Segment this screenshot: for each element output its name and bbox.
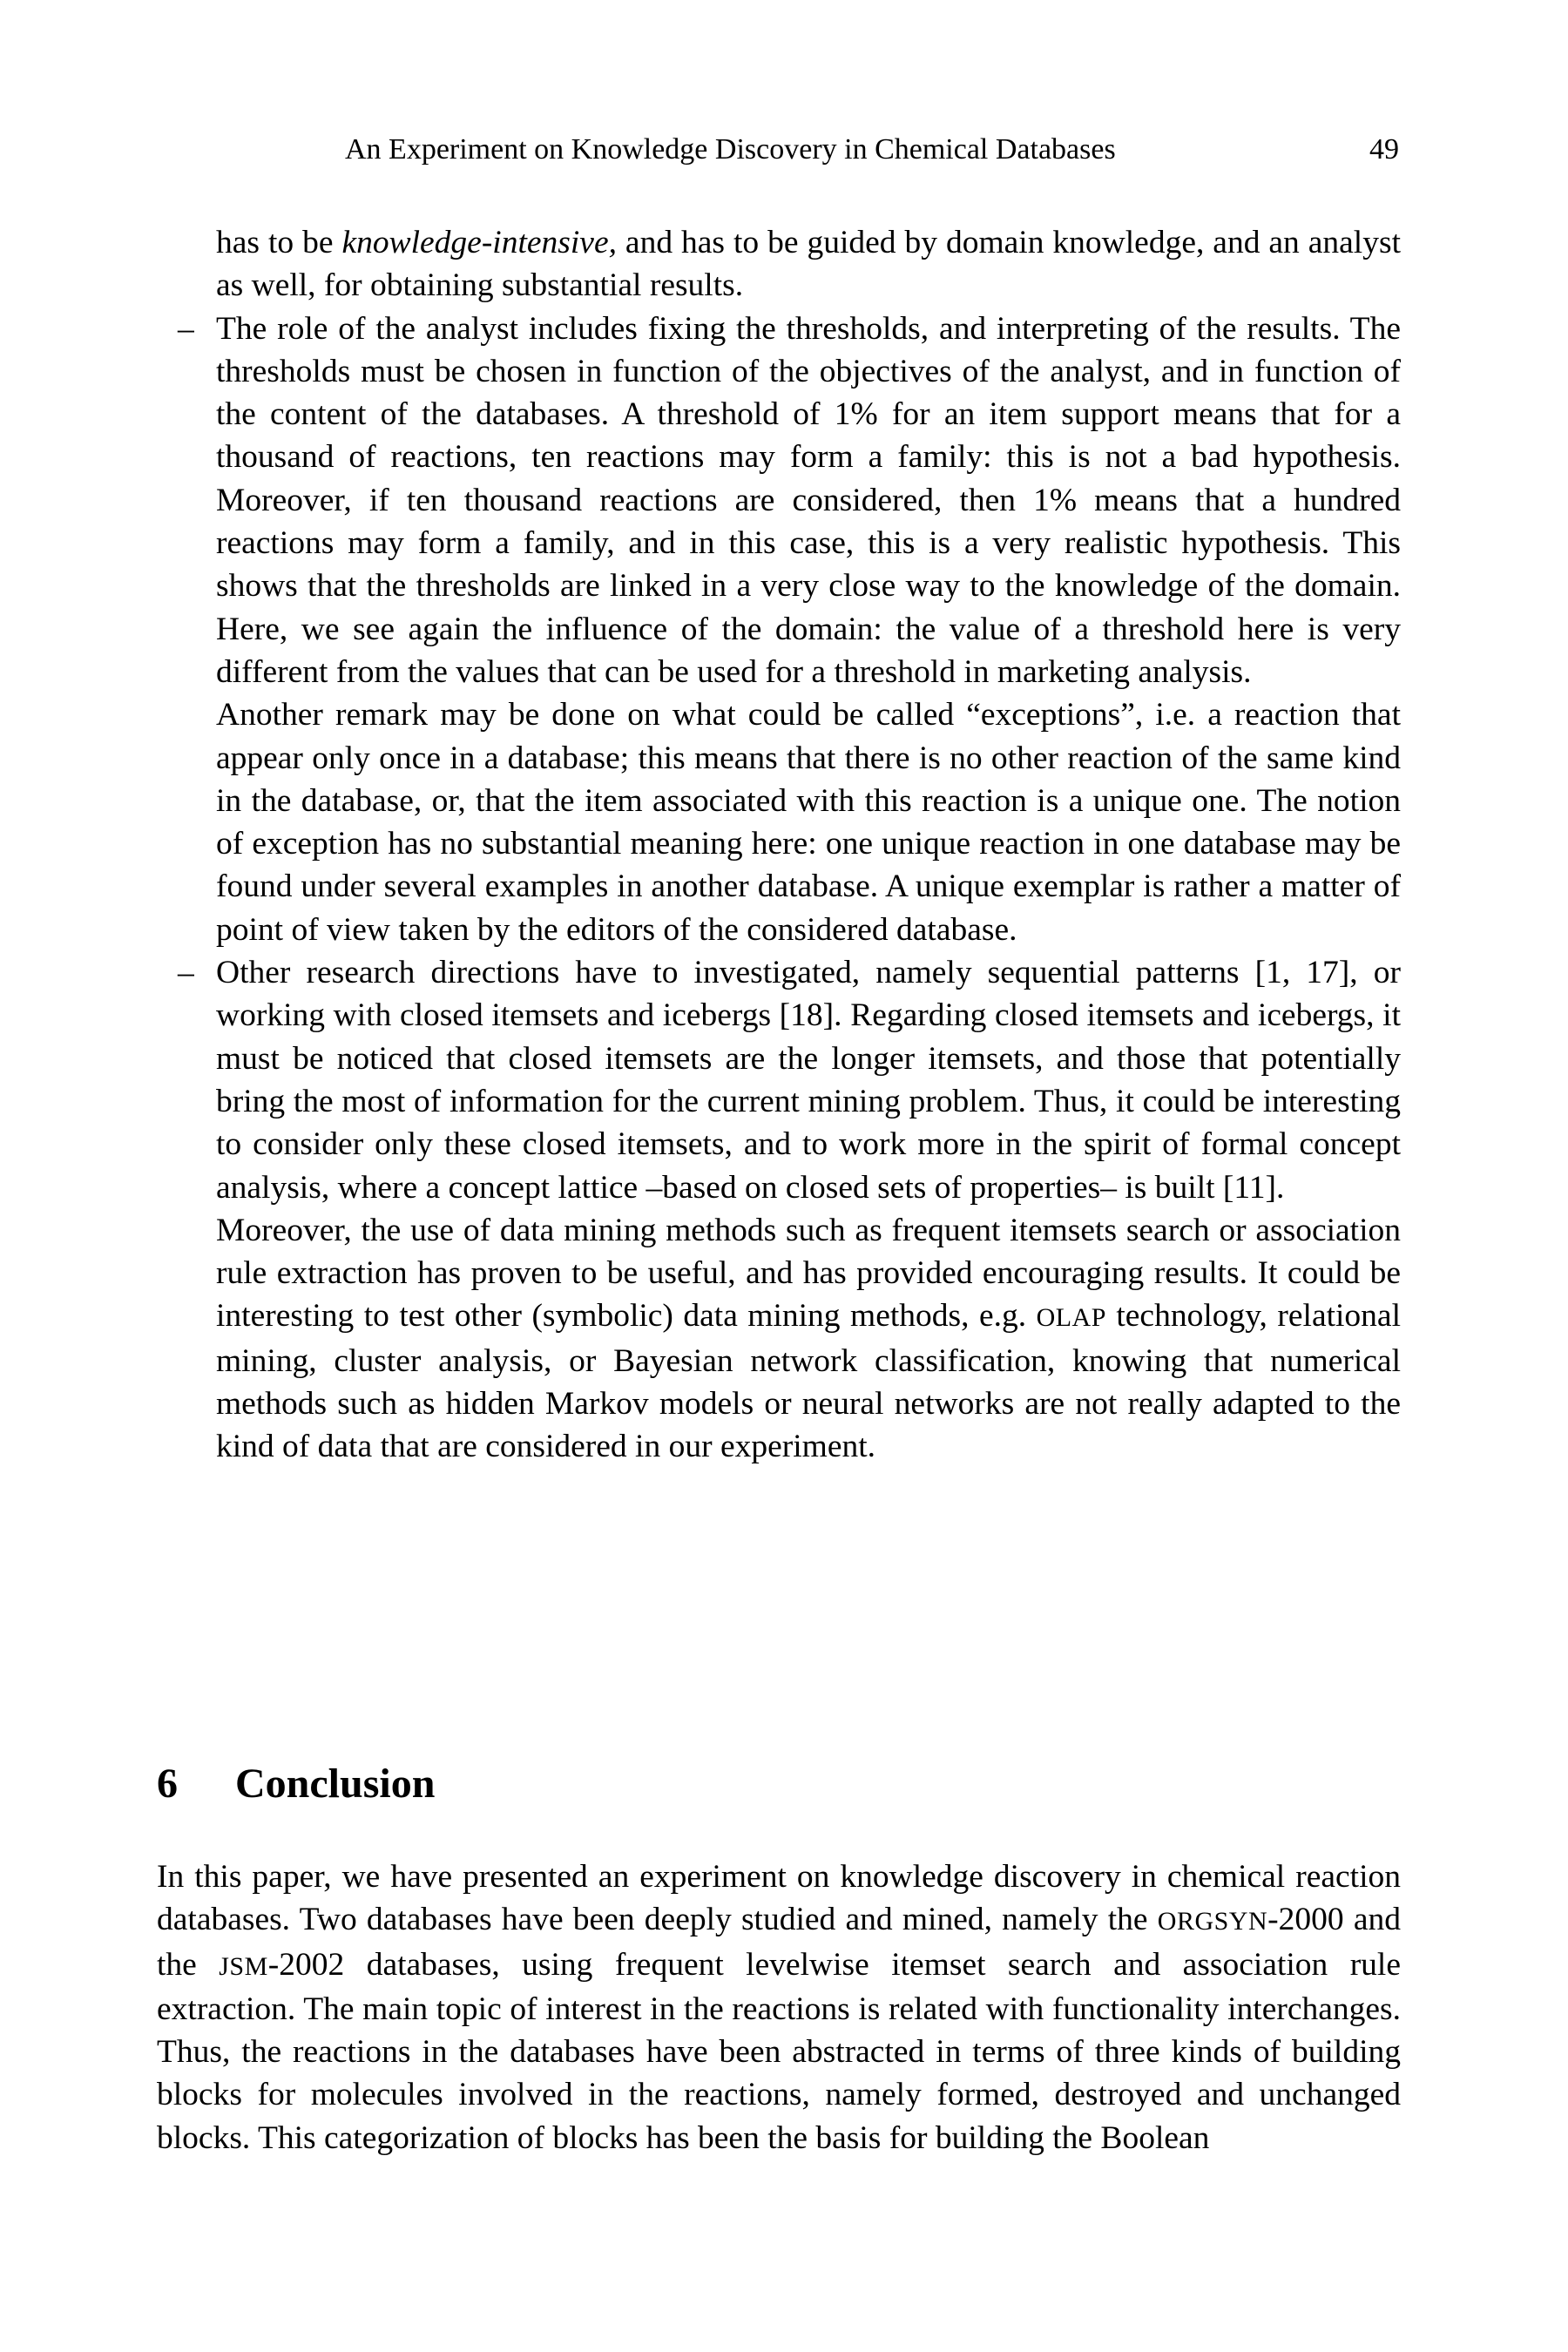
jsm-year: -2002 <box>267 1946 345 1983</box>
running-head-title: An Experiment on Knowledge Discovery in Chemical Databases <box>345 133 1116 166</box>
continuation-suffix: and has to be guided by domain knowledge, and an analyst as well, for obtaining substantial results. <box>216 225 1401 304</box>
continuation-paragraph <box>216 221 1401 308</box>
section-title: Conclusion <box>235 1761 436 1807</box>
conclusion-part-1: In this paper, we have presented an experiment on knowledge discovery in chemical reaction databases. Two databases have been deeply studied and mined, namely the <box>157 1859 1401 1938</box>
analyst-role-paragraph-1: The role of the analyst includes fixing the thresholds, and interpreting of the results. The thresholds must be chosen in function of the objectives of the analyst, and in function of the content of the databases. A threshold of 1% for an item support means that for a thousand of reactions, ten reactions may form a family: this is not a bad hypothesis. Moreover, if ten thousand reactions are considered, then 1% means that a hundred reactions may form a family, and in this case, this is a very realistic hypothesis. This shows that the thresholds are linked in a very close way to the knowledge of the domain. Here, we see again the influence of the domain: the value of a threshold here is very different from the values that can be used for a threshold in marketing analysis. <box>216 310 1401 690</box>
research-text-after: technology, relational mining, cluster analysis, or Bayesian network classification, knowing that numerical methods such as hidden Markov models or neural networks are not really adapted to the kind of data that are considered in our experiment. <box>216 1298 1401 1465</box>
list-dash: – <box>178 955 194 991</box>
conclusion-part-2: and the <box>157 1902 1401 1983</box>
analyst-role-paragraph-2: Another remark may be done on what could be called “exceptions”, i.e. a reaction that appear only once in a database; this means that there is no other reaction of the same kind in the database, or, that the item associated with this reaction is a unique one. The notion of exception has no substantial meaning here: one unique reaction in one database may be found under several examples in another database. A unique exemplar is rather a matter of point of view taken by the editors of the considered database. <box>216 697 1401 948</box>
research-directions-paragraph-1: Other research directions have to investigated, namely sequential patterns [1, 17], or working with closed itemsets and icebergs [18]. Regarding closed itemsets and icebergs, it must be noticed that closed itemsets are the longer itemsets, and those that potentially bring the most of information for the current mining problem. Thus, it could be interesting to consider only these closed itemsets, and to work more in the spirit of formal concept analysis, where a concept lattice –based on closed sets of properties– is built [11]. <box>216 955 1401 1206</box>
conclusion-paragraph <box>157 1855 1401 2159</box>
list-item-research-directions <box>178 951 1401 1469</box>
continuation-prefix: has to be <box>216 225 342 260</box>
section-heading <box>157 1758 435 1810</box>
conclusion-part-3: databases, using frequent levelwise itemset search and association rule extraction. The main topic of interest in the reactions is related with functionality interchanges. Thus, the reactions in the databases have been abstracted in terms of three kinds of building blocks for molecules involved in the reactions, namely formed, destroyed and unchanged blocks. This categorization of blocks has been the basis for building the Boolean <box>157 1946 1401 2156</box>
list-dash: – <box>178 310 194 347</box>
page-number: 49 <box>1369 133 1399 166</box>
continuation-emphasis: knowledge-intensive, <box>341 225 617 260</box>
research-directions-paragraph-2 <box>216 1209 1401 1469</box>
orgsyn-year: -2000 <box>1267 1902 1344 1938</box>
olap-term: OLAP <box>1036 1303 1106 1333</box>
continuation-text <box>216 221 1401 308</box>
research-text-before: Moreover, the use of data mining methods such as frequent itemsets search or association rule extraction has proven to be useful, and has provided encouraging results. It could be interesting to test other (symbolic) data mining methods, e.g. <box>216 1212 1401 1335</box>
section-number: 6 <box>157 1761 178 1807</box>
body-text <box>178 221 1401 1469</box>
list-item-analyst-role <box>178 308 1401 951</box>
jsm-term: JSM <box>219 1951 268 1981</box>
orgsyn-term: ORGSYN <box>1157 1907 1268 1936</box>
